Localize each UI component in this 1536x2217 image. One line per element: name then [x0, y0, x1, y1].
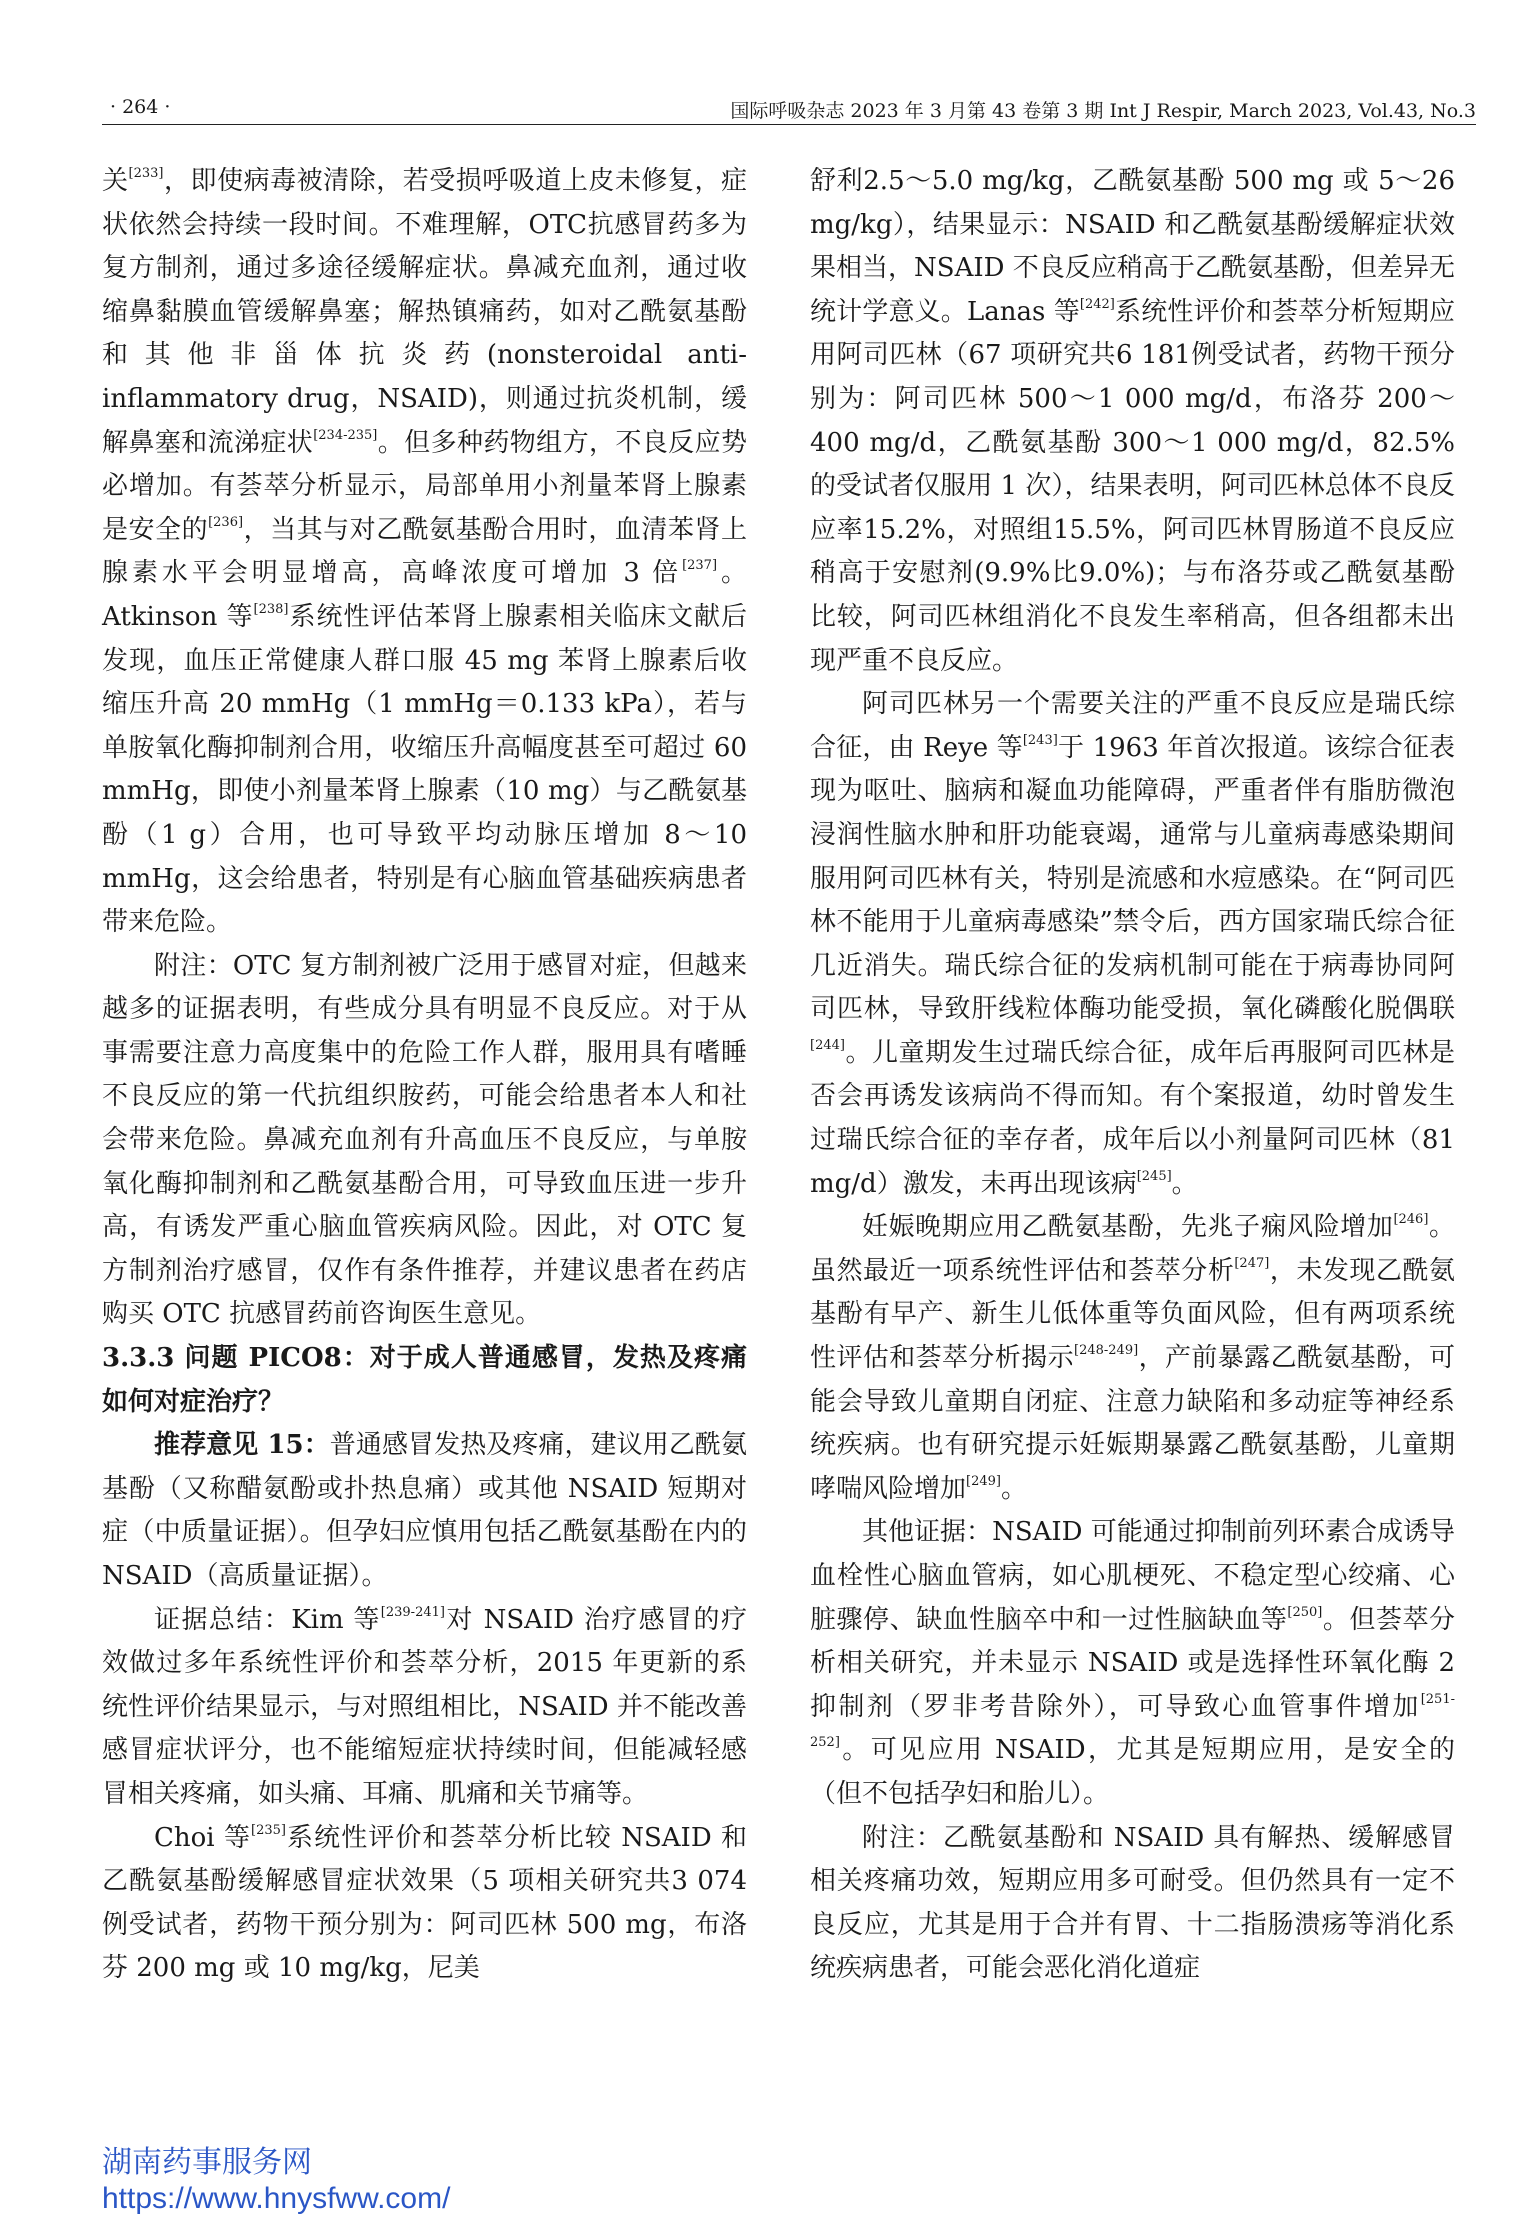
paragraph: 关[233]，即使病毒被清除，若受损呼吸道上皮未修复，症状依然会持续一段时间。不难理解，OTC抗感冒药多为复方制剂，通过多途径缓解症状。鼻减充血剂，通过收缩鼻黏膜血管缓解鼻塞；解热镇痛药，如对乙酰氨基酚和其他非甾体抗炎药(nonsteroidal anti-inflammatory drug，NSAID)，则通过抗炎机制，缓解鼻塞和流涕症状[234-235]。但多种药物组方，不良反应势必增加。有荟萃分析显示，局部单用小剂量苯肾上腺素是安全的[236]，当其与对乙酰氨基酚合用时，血清苯肾上腺素水平会明显增高，高峰浓度可增加 3 倍[237]。Atkinson 等[238]系统性评估苯肾上腺素相关临床文献后发现，血压正常健康人群口服 45 mg 苯肾上腺素后收缩压升高 20 mmHg（1 mmHg＝0.133 kPa），若与单胺氧化酶抑制剂合用，收缩压升高幅度甚至可超过 60 mmHg，即使小剂量苯肾上腺素（10 mg）与乙酰氨基酚（1 g）合用，也可导致平均动脉压增加 8～10 mmHg，这会给患者，特别是有心脑血管基础疾病患者带来危险。 [102, 166, 747, 938]
section-heading: 3.3.3 问题 PICO8：对于成人普通感冒，发热及疼痛如何对症治疗？ [102, 1343, 747, 1417]
citation: [233] [128, 166, 164, 181]
watermark [102, 2145, 450, 2217]
citation: [239-241] [380, 1604, 445, 1620]
left-column [102, 160, 747, 1991]
page-number: · 264 · [110, 96, 171, 118]
note-paragraph: 附注：乙酰氨基酚和 NSAID 具有解热、缓解感冒相关疼痛功效，短期应用多可耐受。但仍然具有一定不良反应，尤其是用于合并有胃、十二指肠溃疡等消化系统疾病患者，可能会恶化消化道症 [810, 1822, 1455, 1984]
journal-citation: 国际呼吸杂志 2023 年 3 月第 43 卷第 3 期 Int J Respir, March 2023, Vol.43, No.3 [730, 100, 1476, 122]
recommendation-label: 推荐意见 15： [154, 1430, 330, 1461]
citation: [251-252] [810, 1691, 1455, 1751]
citation: [250] [1287, 1604, 1323, 1620]
paragraph: 舒利2.5～5.0 mg/kg，乙酰氨基酚 500 mg 或 5～26 mg/kg），结果显示：NSAID 和乙酰氨基酚缓解症状效果相当，NSAID 不良反应稍高于乙酰氨基酚，但差异无统计学意义。Lanas 等[242]系统性评价和荟萃分析短期应用阿司匹林（67 项研究共6 181例受试者，药物干预分别为：阿司匹林 500～1 000 mg/d，布洛芬 200～400 mg/d，乙酰氨基酚 300～1 000 mg/d，82.5%的受试者仅服用 1 次），结果表明，阿司匹林总体不良反应率15.2%，对照组15.5%，阿司匹林胃肠道不良反应稍高于安慰剂(9.9%比9.0%)；与布洛芬或乙酰氨基酚比较，阿司匹林组消化不良发生率稍高，但各组都未出现严重不良反应。 [810, 166, 1455, 676]
running-header [102, 90, 1476, 125]
note-paragraph: 附注：OTC 复方制剂被广泛用于感冒对症，但越来越多的证据表明，有些成分具有明显不良反应。对于从事需要注意力高度集中的危险工作人群，服用具有嗜睡不良反应的第一代抗组织胺药，可能会给患者本人和社会带来危险。鼻减充血剂有升高血压不良反应，与单胺氧化酶抑制剂和乙酰氨基酚合用，可导致血压进一步升高，有诱发严重心脑血管疾病风险。因此，对 OTC 复方制剂治疗感冒，仅作有条件推荐，并建议患者在药店购买 OTC 抗感冒药前咨询医生意见。 [102, 950, 747, 1330]
citation: [244] [810, 1037, 845, 1053]
citation: [245] [1136, 1168, 1172, 1184]
citation: [243] [1022, 732, 1058, 748]
watermark-url: https://www.hnysfww.com/ [102, 2182, 451, 2215]
paragraph: 妊娠晚期应用乙酰氨基酚，先兆子痫风险增加[246]。虽然最近一项系统性评估和荟萃分析[247]，未发现乙酰氨基酚有早产、新生儿低体重等负面风险，但有两项系统性评估和荟萃分析揭示[248-249]，产前暴露乙酰氨基酚，可能会导致儿童期自闭症、注意力缺陷和多动症等神经系统疾病。也有研究提示妊娠期暴露乙酰氨基酚，儿童期哮喘风险增加[249]。 [810, 1212, 1455, 1504]
citation: [246] [1393, 1212, 1429, 1228]
paragraph: 阿司匹林另一个需要关注的严重不良反应是瑞氏综合征，由 Reye 等[243]于 1963 年首次报道。该综合征表现为呕吐、脑病和凝血功能障碍，严重者伴有脂肪微泡浸润性脑水肿和肝功能衰竭，通常与儿童病毒感染期间服用阿司匹林有关，特别是流感和水痘感染。在“阿司匹林不能用于儿童病毒感染”禁令后，西方国家瑞氏综合征几近消失。瑞氏综合征的发病机制可能在于病毒协同阿司匹林，导致肝线粒体酶功能受损，氧化磷酸化脱偶联[244]。儿童期发生过瑞氏综合征，成年后再服阿司匹林是否会再诱发该病尚不得而知。有个案报道，幼时曾发生过瑞氏综合征的幸存者，成年后以小剂量阿司匹林（81 mg/d）激发，未再出现该病[245]。 [810, 689, 1455, 1199]
citation: [249] [966, 1473, 1001, 1489]
paragraph: Choi 等[235]系统性评价和荟萃分析比较 NSAID 和乙酰氨基酚缓解感冒症状效果（5 项相关研究共3 074例受试者，药物干预分别为：阿司匹林 500 mg，布洛芬 200 mg 或 10 mg/kg，尼美 [102, 1822, 748, 1984]
citation: [242] [1079, 296, 1115, 312]
watermark-title: 湖南药事服务网 [102, 2146, 312, 2179]
citation: [237] [682, 558, 718, 574]
citation: [234-235] [313, 427, 378, 443]
evidence-paragraph: 证据总结：Kim 等[239-241]对 NSAID 治疗感冒的疗效做过多年系统性评价和荟萃分析，2015 年更新的系统性评价结果显示，与对照组相比，NSAID 并不能改善感冒症状评分，也不能缩短症状持续时间，但能减轻感冒相关疼痛，如头痛、耳痛、肌痛和关节痛等。 [102, 1604, 747, 1809]
citation: [248-249] [1074, 1343, 1139, 1359]
citation: [236] [208, 514, 244, 530]
paragraph: 其他证据：NSAID 可能通过抑制前列环素合成诱导血栓性心脑血管病，如心肌梗死、不稳定型心绞痛、心脏骤停、缺血性脑卒中和一过性脑缺血等[250]。但荟萃分析相关研究，并未显示 NSAID 或是选择性环氧化酶 2 抑制剂（罗非考昔除外），可导致心血管事件增加[251-252]。可见应用 NSAID，尤其是短期应用，是安全的（但不包括孕妇和胎儿）。 [810, 1517, 1455, 1809]
recommendation-paragraph: 推荐意见 15：普通感冒发热及疼痛，建议用乙酰氨基酚（又称醋氨酚或扑热息痛）或其他 NSAID 短期对症（中质量证据）。但孕妇应慎用包括乙酰氨基酚在内的 NSAID（高质量证据）。 [102, 1430, 747, 1591]
citation: [238] [253, 601, 289, 617]
citation: [235] [251, 1822, 286, 1838]
right-column [810, 160, 1455, 1991]
citation: [247] [1234, 1255, 1270, 1271]
